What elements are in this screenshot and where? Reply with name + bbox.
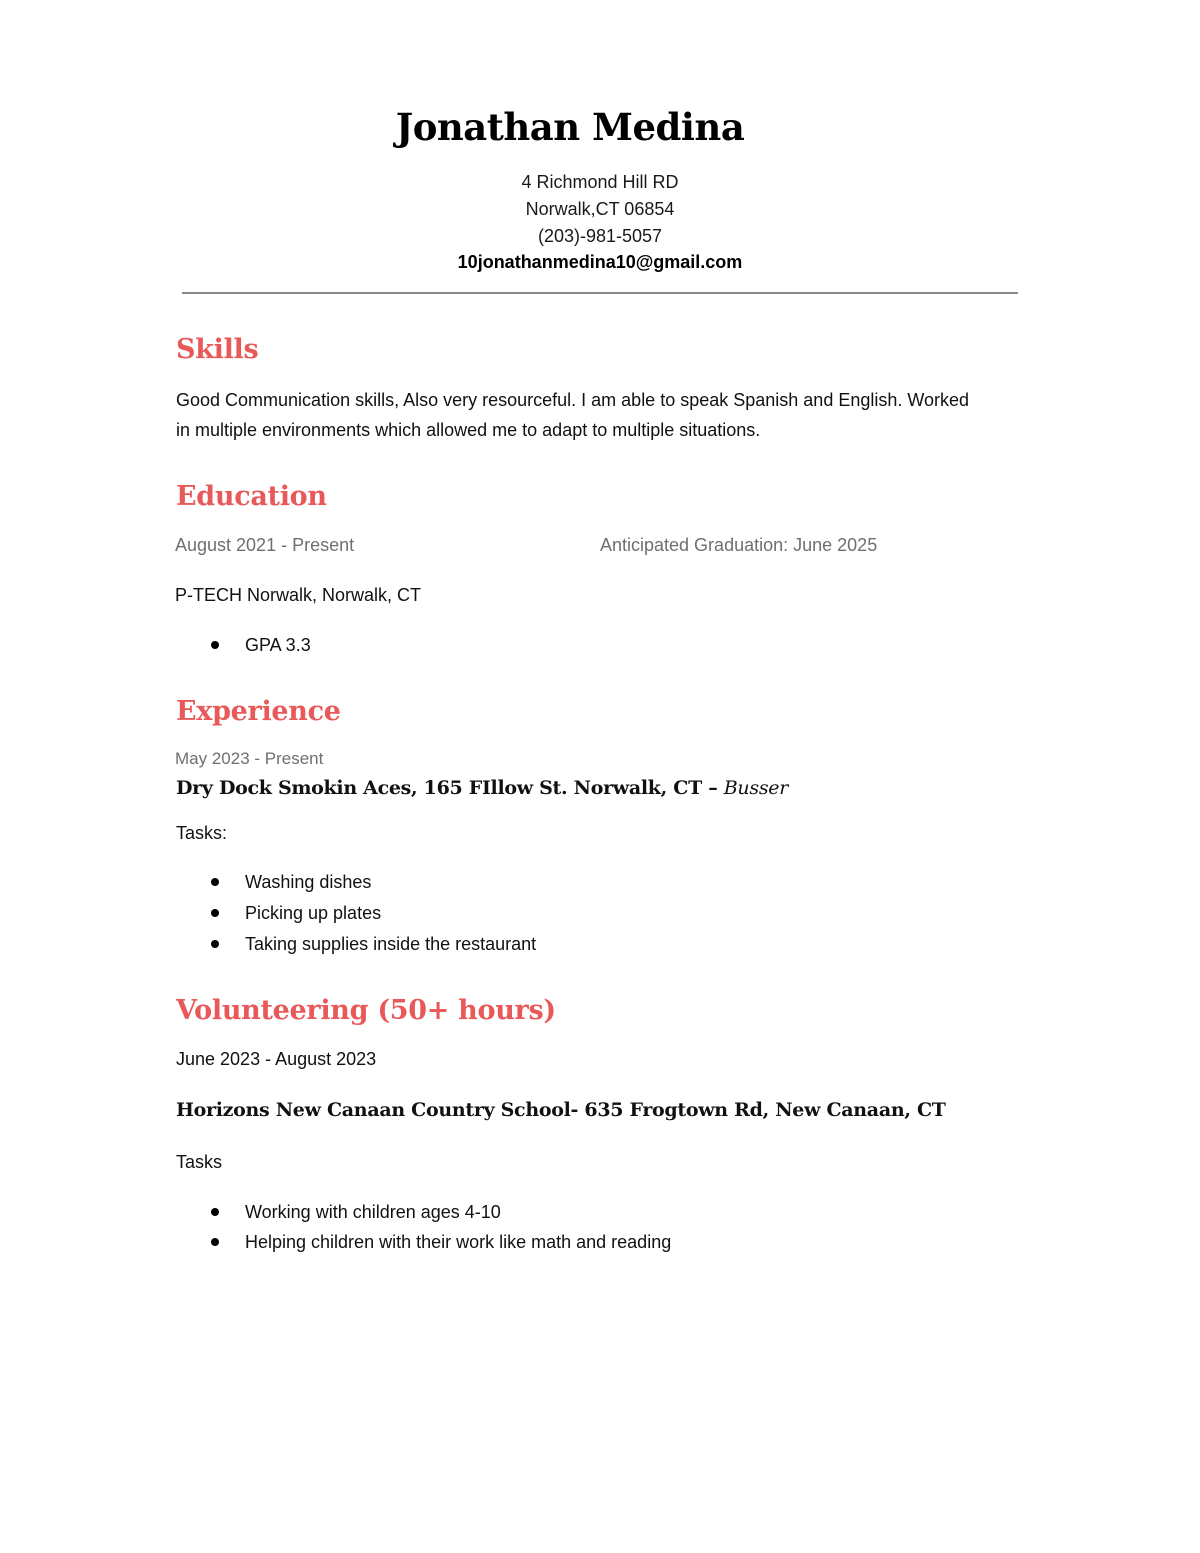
volunteering-organization: Horizons New Canaan Country School- 635 Frogtown Rd, New Canaan, CT <box>176 1099 946 1121</box>
education-heading: Education <box>176 481 327 512</box>
skills-text-line-2: in multiple environments which allowed me to adapt to multiple situations. <box>176 420 761 440</box>
education-graduation: Anticipated Graduation: June 2025 <box>600 535 878 555</box>
list-item <box>211 1199 501 1225</box>
list-item <box>211 869 371 895</box>
address-line-2: Norwalk,CT 06854 <box>525 199 675 219</box>
education-dates: August 2021 - Present <box>175 535 355 555</box>
bullet-icon <box>211 940 219 948</box>
volunteering-tasks-label: Tasks <box>176 1152 223 1172</box>
bullet-icon <box>211 1238 219 1246</box>
experience-tasks-label: Tasks: <box>176 823 228 843</box>
email-address: 10jonathanmedina10@gmail.com <box>457 252 743 272</box>
header-divider <box>182 292 1018 294</box>
experience-bullet: Washing dishes <box>245 872 372 892</box>
candidate-name: Jonathan Medina <box>395 105 745 149</box>
experience-dates: May 2023 - Present <box>175 749 324 768</box>
education-school: P-TECH Norwalk, Norwalk, CT <box>175 585 422 605</box>
bullet-icon <box>211 909 219 917</box>
experience-bullet: Taking supplies inside the restaurant <box>245 934 537 954</box>
employer-name: Dry Dock Smokin Aces, 165 FIllow St. Norwalk, CT – <box>176 777 724 799</box>
bullet-icon <box>211 1208 219 1216</box>
bullet-icon <box>211 878 219 886</box>
skills-text-line-1: Good Communication skills, Also very resourceful. I am able to speak Spanish and English. Worked <box>176 390 970 410</box>
education-bullet: GPA 3.3 <box>245 635 311 655</box>
list-item <box>211 632 311 658</box>
address-line-1: 4 Richmond Hill RD <box>521 172 679 192</box>
experience-employer <box>176 774 788 802</box>
employer-role: Busser <box>723 777 788 799</box>
volunteering-heading: Volunteering (50+ hours) <box>176 995 556 1026</box>
volunteering-dates: June 2023 - August 2023 <box>176 1049 377 1069</box>
experience-heading: Experience <box>176 696 341 727</box>
volunteering-bullet: Helping children with their work like math and reading <box>245 1232 672 1252</box>
phone-number: (203)-981-5057 <box>537 226 663 246</box>
skills-heading: Skills <box>176 334 259 365</box>
list-item <box>211 1229 671 1255</box>
bullet-icon <box>211 641 219 649</box>
list-item <box>211 900 381 926</box>
list-item <box>211 931 536 957</box>
volunteering-bullet: Working with children ages 4-10 <box>245 1202 501 1222</box>
experience-bullet: Picking up plates <box>245 903 382 923</box>
